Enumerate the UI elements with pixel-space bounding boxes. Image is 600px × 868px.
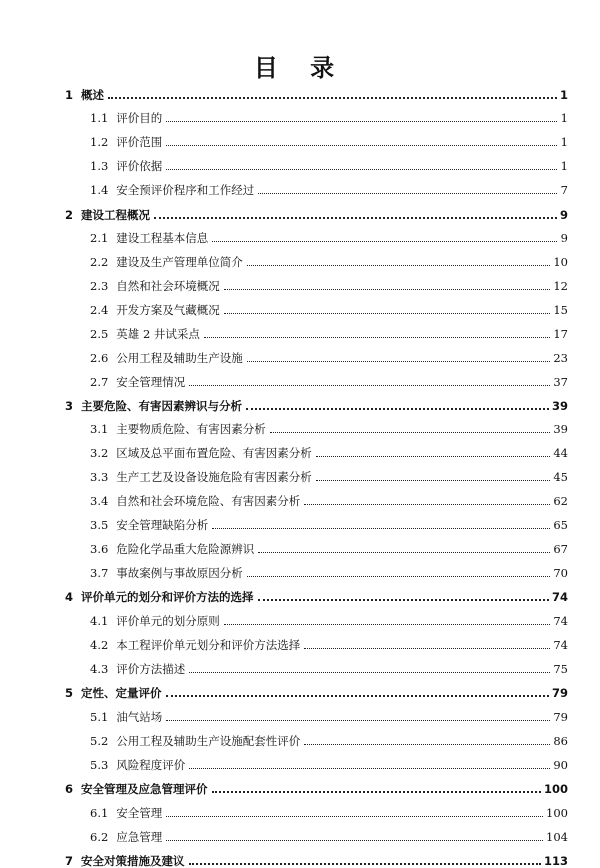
toc-page-number: 70 (553, 566, 568, 580)
toc-page-number: 9 (559, 208, 568, 222)
toc-entry-title: 自然和社会环境概况 (116, 279, 220, 293)
toc-page-number: 104 (546, 830, 568, 844)
toc-entry-number: 4.3 (90, 662, 109, 676)
toc-entry-number: 6 (65, 782, 74, 796)
toc-section-entry[interactable] (90, 756, 568, 772)
toc-leader-dots (246, 407, 549, 410)
toc-leader-dots (166, 815, 543, 817)
page-title: 目 录 (253, 54, 347, 82)
toc-chapter-entry[interactable] (65, 684, 568, 700)
toc-page-number: 23 (553, 351, 568, 365)
toc-chapter-entry[interactable] (65, 852, 568, 868)
toc-entry-number: 6.2 (90, 830, 109, 844)
toc-entry-number: 1 (65, 88, 74, 102)
toc-entry-title: 区域及总平面布置危险、有害因素分析 (116, 446, 312, 460)
toc-leader-dots (247, 575, 551, 577)
toc-entry-number: 4.1 (90, 614, 109, 628)
toc-entry-number: 4 (65, 590, 74, 604)
toc-page-number: 113 (543, 854, 568, 868)
toc-entry-title: 公用工程及辅助生产设施配套性评价 (116, 734, 301, 748)
toc-entry-title: 评价范围 (116, 135, 163, 149)
toc-section-entry[interactable] (90, 253, 568, 269)
toc-entry-title: 评价单元的划分原则 (116, 614, 220, 628)
toc-page-number: 74 (553, 614, 568, 628)
toc-leader-dots (166, 120, 557, 122)
toc-entry-number: 3.4 (90, 494, 109, 508)
toc-entry-number: 2.2 (90, 255, 109, 269)
toc-entry-number: 3.6 (90, 542, 109, 556)
toc-section-entry[interactable] (90, 804, 568, 820)
toc-entry-title: 公用工程及辅助生产设施 (116, 351, 243, 365)
toc-entry-number: 2.6 (90, 351, 109, 365)
toc-entry-title: 油气站场 (116, 710, 163, 724)
toc-page-number: 1 (559, 88, 568, 102)
toc-chapter-entry[interactable] (65, 397, 568, 413)
toc-entry-title: 安全预评价程序和工作经过 (116, 183, 255, 197)
toc-entry-title: 安全管理 (116, 806, 163, 820)
toc-leader-dots (304, 743, 550, 745)
toc-entry-title: 英雄 2 井试采点 (116, 327, 200, 341)
toc-entry-title: 概述 (81, 88, 105, 102)
toc-chapter-entry[interactable] (65, 86, 568, 102)
toc-entry-number: 2.7 (90, 375, 109, 389)
toc-leader-dots (258, 598, 549, 601)
toc-section-entry[interactable] (90, 732, 568, 748)
toc-page-number: 7 (560, 183, 568, 197)
toc-entry-number: 3.1 (90, 422, 109, 436)
toc-entry-title: 应急管理 (116, 830, 163, 844)
toc-section-entry[interactable] (90, 229, 568, 245)
toc-section-entry[interactable] (90, 181, 568, 197)
toc-leader-dots (166, 144, 557, 146)
toc-leader-dots (108, 96, 557, 99)
toc-entry-title: 危险化学品重大危险源辨识 (116, 542, 255, 556)
toc-entry-number: 1.1 (90, 111, 109, 125)
toc-entry-title: 安全管理缺陷分析 (116, 518, 209, 532)
toc-entry-title: 评价依据 (116, 159, 163, 173)
toc-page-number: 15 (553, 303, 568, 317)
toc-section-entry[interactable] (90, 660, 568, 676)
toc-entry-title: 评价目的 (116, 111, 163, 125)
toc-page-number: 75 (553, 662, 568, 676)
toc-page-number: 65 (553, 518, 568, 532)
toc-leader-dots (166, 719, 550, 721)
toc-leader-dots (304, 503, 550, 505)
toc-entry-title: 建设及生产管理单位简介 (116, 255, 243, 269)
toc-page-number: 67 (553, 542, 568, 556)
toc-section-entry[interactable] (90, 492, 568, 508)
toc-page-number: 74 (551, 590, 568, 604)
toc-chapter-entry[interactable] (65, 206, 568, 222)
toc-entry-title: 建设工程概况 (81, 208, 151, 222)
toc-entry-number: 3.2 (90, 446, 109, 460)
toc-section-entry[interactable] (90, 325, 568, 341)
toc-leader-dots (247, 264, 551, 266)
toc-entry-title: 建设工程基本信息 (116, 231, 209, 245)
toc-entry-number: 7 (65, 854, 74, 868)
toc-page-number: 44 (553, 446, 568, 460)
toc-entry-number: 6.1 (90, 806, 109, 820)
toc-section-entry[interactable] (90, 349, 568, 365)
toc-page-number: 86 (553, 734, 568, 748)
toc-entry-number: 3 (65, 399, 74, 413)
toc-entry-title: 安全管理及应急管理评价 (81, 782, 208, 796)
toc-entry-title: 评价方法描述 (116, 662, 186, 676)
toc-page-number: 39 (551, 399, 568, 413)
toc-page-number: 1 (560, 111, 568, 125)
toc-entry-title: 自然和社会环境危险、有害因素分析 (116, 494, 301, 508)
toc-section-entry[interactable] (90, 277, 568, 293)
toc-entry-number: 5 (65, 686, 74, 700)
toc-page-number: 45 (553, 470, 568, 484)
toc-section-entry[interactable] (90, 708, 568, 724)
toc-entry-number: 4.2 (90, 638, 109, 652)
toc-entry-number: 1.4 (90, 183, 109, 197)
toc-leader-dots (189, 384, 550, 386)
toc-leader-dots (189, 767, 550, 769)
toc-entry-title: 安全对策措施及建议 (81, 854, 185, 868)
toc-leader-dots (212, 527, 550, 529)
toc-leader-dots (204, 336, 550, 338)
toc-entry-title: 事故案例与事故原因分析 (116, 566, 243, 580)
toc-entry-title: 主要物质危险、有害因素分析 (116, 422, 266, 436)
toc-leader-dots (258, 551, 550, 553)
toc-section-entry[interactable] (90, 133, 568, 149)
toc-page-number: 1 (560, 135, 568, 149)
toc-section-entry[interactable] (90, 157, 568, 173)
toc-leader-dots (189, 862, 541, 865)
toc-chapter-entry[interactable] (65, 780, 568, 796)
toc-page-number: 62 (553, 494, 568, 508)
toc-page-number: 12 (553, 279, 568, 293)
toc-section-entry[interactable] (90, 828, 568, 844)
toc-entry-number: 2.4 (90, 303, 109, 317)
toc-entry-title: 安全管理情况 (116, 375, 186, 389)
toc-section-entry[interactable] (90, 468, 568, 484)
toc-page-number: 1 (560, 159, 568, 173)
toc-section-entry[interactable] (90, 612, 568, 628)
toc-entry-title: 生产工艺及设备设施危险有害因素分析 (116, 470, 312, 484)
toc-leader-dots (316, 479, 551, 481)
toc-leader-dots (316, 455, 551, 457)
toc-entry-number: 2.1 (90, 231, 109, 245)
toc-chapter-entry[interactable] (65, 588, 568, 604)
toc-page-number: 100 (546, 806, 568, 820)
toc-section-entry[interactable] (90, 636, 568, 652)
toc-section-entry[interactable] (90, 420, 568, 436)
toc-entry-title: 本工程评价单元划分和评价方法选择 (116, 638, 301, 652)
toc-entry-number: 5.2 (90, 734, 109, 748)
toc-entry-title: 定性、定量评价 (81, 686, 162, 700)
toc-page-number: 100 (543, 782, 568, 796)
toc-page-number: 79 (551, 686, 568, 700)
toc-leader-dots (304, 647, 550, 649)
toc-entry-number: 3.7 (90, 566, 109, 580)
toc-entry-number: 2 (65, 208, 74, 222)
toc-entry-number: 3.3 (90, 470, 109, 484)
toc-leader-dots (189, 671, 550, 673)
toc-leader-dots (212, 790, 541, 793)
toc-leader-dots (166, 694, 549, 697)
toc-leader-dots (224, 288, 551, 290)
toc-section-entry[interactable] (90, 109, 568, 125)
toc-entry-number: 1.3 (90, 159, 109, 173)
toc-leader-dots (270, 431, 551, 433)
toc-section-entry[interactable] (90, 444, 568, 460)
toc-section-entry[interactable] (90, 301, 568, 317)
toc-entry-number: 5.3 (90, 758, 109, 772)
toc-entry-number: 2.3 (90, 279, 109, 293)
toc-page-number: 37 (553, 375, 568, 389)
toc-entry-number: 1.2 (90, 135, 109, 149)
toc-leader-dots (166, 168, 557, 170)
toc-page-number: 74 (553, 638, 568, 652)
toc-page-number: 90 (553, 758, 568, 772)
toc-section-entry[interactable] (90, 516, 568, 532)
toc-page-number: 79 (553, 710, 568, 724)
toc-leader-dots (166, 839, 543, 841)
toc-entry-title: 主要危险、有害因素辨识与分析 (81, 399, 243, 413)
toc-entry-title: 风险程度评价 (116, 758, 186, 772)
toc-section-entry[interactable] (90, 540, 568, 556)
toc-section-entry[interactable] (90, 373, 568, 389)
toc-section-entry[interactable] (90, 564, 568, 580)
toc-entry-number: 2.5 (90, 327, 109, 341)
toc-leader-dots (224, 312, 551, 314)
toc-entry-number: 5.1 (90, 710, 109, 724)
toc-entry-title: 开发方案及气藏概况 (116, 303, 220, 317)
toc-leader-dots (258, 192, 557, 194)
toc-page-number: 39 (553, 422, 568, 436)
toc-page-number: 17 (553, 327, 568, 341)
toc-entry-number: 3.5 (90, 518, 109, 532)
toc-leader-dots (247, 360, 551, 362)
toc-entry-title: 评价单元的划分和评价方法的选择 (81, 590, 254, 604)
toc-page-number: 9 (560, 231, 568, 245)
toc-leader-dots (154, 216, 557, 219)
toc-leader-dots (212, 240, 557, 242)
toc-leader-dots (224, 623, 551, 625)
toc-page-number: 10 (553, 255, 568, 269)
